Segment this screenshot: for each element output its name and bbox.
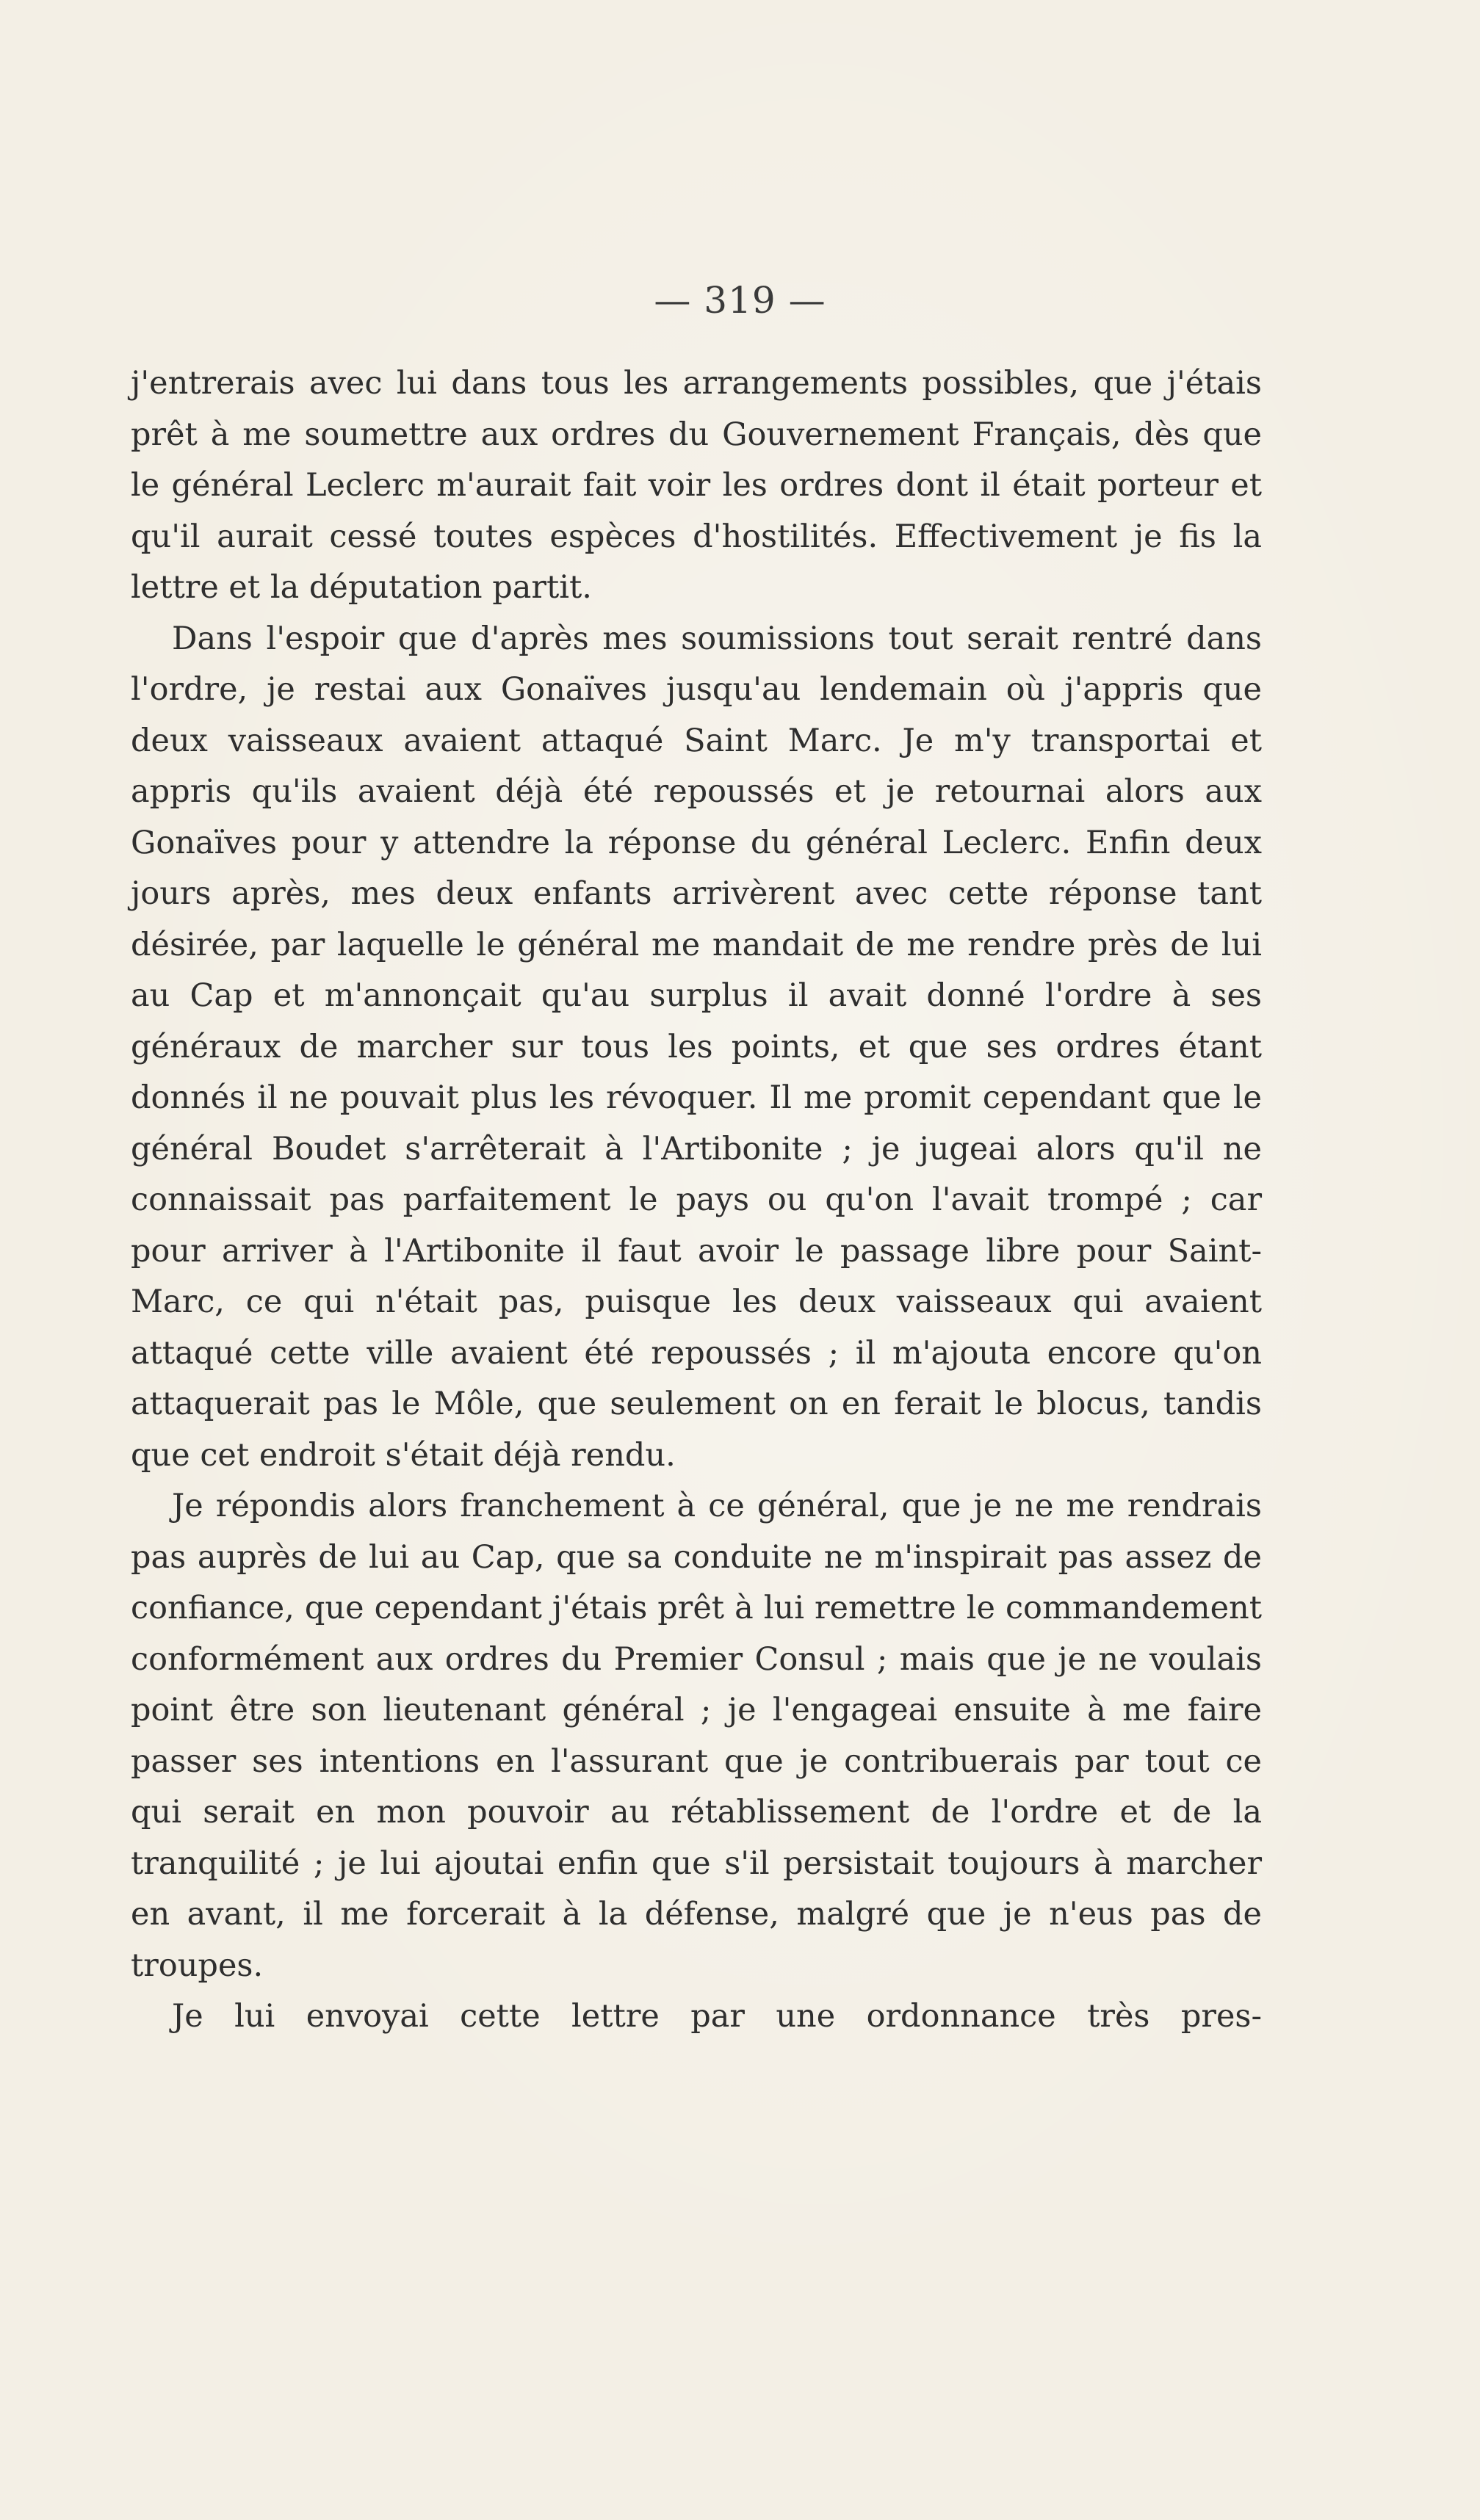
paragraph-2: Dans l'espoir que d'après mes soumissions tout serait rentré dans l'ordre, je restai aux Gonaïves jusqu'au lendemain où j'appris que deux vaisseaux avaient attaqué Saint Marc. Je m'y transportai et appris qu'ils avaient déjà été repoussés et je retournai alors aux Gonaïves pour y attendre la réponse du général Leclerc. Enfin deux jours après, mes deux enfants arrivèrent avec cette réponse tant désirée, par laquelle le général me mandait de me rendre près de lui au Cap et m'annonçait qu'au surplus il avait donné l'ordre à ses généraux de marcher sur tous les points, et que ses ordres étant donnés il ne pouvait plus les révoquer. Il me promit cependant que le général Boudet s'arrêterait à l'Artibonite ; je jugeai alors qu'il ne connaissait pas parfaitement le pays ou qu'on l'avait trompé ; car pour arriver à l'Artibonite il faut avoir le passage libre pour Saint-Marc, ce qui n'était pas, puisque les deux vaisseaux qui avaient attaqué cette ville avaient été repoussés ; il m'ajouta encore qu'on attaquerait pas le Môle, que seulement on en ferait le blocus, tandis que cet endroit s'était déjà rendu. bbox=[131, 620, 1262, 1474]
paragraph-1: j'entrerais avec lui dans tous les arrangements possibles, que j'étais prêt à me soumettre aux ordres du Gouvernement Français, dès que le général Leclerc m'aurait fait voir les ordres dont il était porteur et qu'il aurait cessé toutes espèces d'hostilités. Effectivement je fis la lettre et la députation partit. bbox=[131, 365, 1262, 606]
body-text bbox=[131, 358, 1262, 2043]
page-number: — 319 — bbox=[654, 279, 826, 322]
paragraph-3: Je répondis alors franchement à ce général, que je ne me rendrais pas auprès de lui au Cap, que sa conduite ne m'inspirait pas assez de confiance, que cependant j'étais prêt à lui remettre le commandement conformément aux ordres du Premier Consul ; mais que je ne voulais point être son lieutenant général ; je l'engageai ensuite à me faire passer ses intentions en l'assurant que je contribuerais par tout ce qui serait en mon pouvoir au rétablissement de l'ordre et de la tranquilité ; je lui ajoutai enfin que s'il persistait toujours à marcher en avant, il me forcerait à la défense, malgré que je n'eus pas de troupes. bbox=[131, 1488, 1262, 1984]
paragraph-4: Je lui envoyai cette lettre par une ordonnance très pres- bbox=[172, 1998, 1262, 2035]
